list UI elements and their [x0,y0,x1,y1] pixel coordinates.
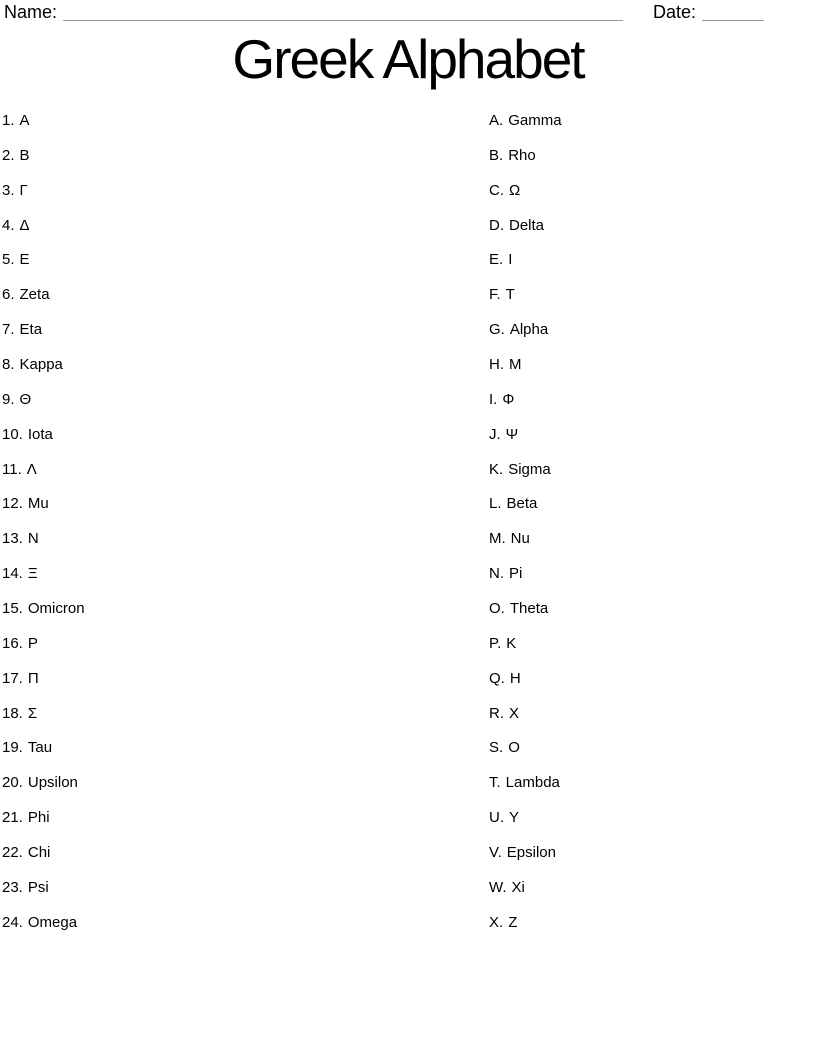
question-marker: 12. [2,495,23,513]
answer-marker: H. [489,356,504,374]
question-item [2,426,472,461]
question-text: Ν [27,530,39,548]
question-text: Omicron [27,600,85,618]
answer-marker: R. [489,704,504,722]
header [4,2,776,23]
answer-text: Υ [509,809,520,827]
question-item [2,530,472,565]
answer-text: Delta [509,216,545,234]
answer-marker: Q. [489,669,505,687]
question-marker: 3. [2,181,15,199]
question-text: Psi [27,878,49,896]
date-blank-line [702,20,764,21]
answer-text: Ο [508,739,520,757]
answer-text: Φ [502,390,515,408]
question-item [2,321,472,356]
question-marker: 21. [2,809,23,827]
answer-item [489,635,809,670]
answer-item [489,147,809,182]
answer-marker: T. [489,774,501,792]
question-item [2,356,472,391]
answer-item [489,182,809,217]
answer-marker: X. [489,913,504,931]
answer-text: Lambda [505,774,560,792]
question-marker: 2. [2,146,15,164]
answer-item [489,426,809,461]
answer-text: Rho [508,146,536,164]
date-label: Date: [653,2,697,22]
answer-item [489,739,809,774]
question-text: Omega [27,913,78,931]
answer-item [489,600,809,635]
page-title: Greek Alphabet [232,28,584,90]
answer-marker: V. [489,844,502,862]
question-text: Tau [27,739,53,757]
answer-marker: K. [489,460,504,478]
question-text: Kappa [19,356,63,374]
answer-text: Theta [509,600,549,618]
answer-item [489,321,809,356]
question-text: Β [19,146,30,164]
question-item [2,182,472,217]
question-item [2,391,472,426]
question-marker: 11. [2,460,22,478]
question-marker: 13. [2,530,23,548]
answer-marker: U. [489,809,504,827]
question-text: Zeta [19,286,50,304]
question-marker: 1. [2,112,15,129]
answer-marker: L. [489,495,502,513]
answer-marker: B. [489,146,504,164]
answer-item [489,112,809,147]
answer-item [489,844,809,879]
question-text: Ε [19,251,30,269]
answer-text: Pi [509,565,523,583]
question-item [2,495,472,530]
question-marker: 17. [2,669,23,687]
question-item [2,670,472,705]
answer-marker: N. [489,565,504,583]
answer-text: Κ [506,634,517,652]
question-text: Mu [27,495,49,513]
answer-text: Xi [511,878,525,896]
question-text: Α [19,112,30,129]
answer-text: Ζ [508,913,518,931]
questions-column [2,112,472,949]
question-marker: 23. [2,878,23,896]
answer-marker: A. [489,112,504,129]
answer-text: Nu [510,530,530,548]
answer-text: Ψ [505,425,519,443]
question-text: Δ [19,216,30,234]
answer-item [489,461,809,496]
question-item [2,739,472,774]
answer-marker: S. [489,739,504,757]
answer-text: Χ [509,704,520,722]
question-marker: 18. [2,704,23,722]
answer-marker: G. [489,321,505,339]
question-text: Phi [27,809,50,827]
answer-item [489,670,809,705]
question-marker: 7. [2,321,15,339]
question-text: Γ [19,181,28,199]
question-item [2,635,472,670]
question-marker: 8. [2,356,15,374]
answer-item [489,774,809,809]
answer-text: Ω [509,181,521,199]
answer-marker: E. [489,251,504,269]
question-marker: 20. [2,774,23,792]
question-item [2,461,472,496]
question-item [2,112,472,147]
answer-marker: C. [489,181,504,199]
answer-text: Η [509,669,521,687]
answer-text: Sigma [508,460,551,478]
answer-marker: O. [489,600,505,618]
answer-item [489,809,809,844]
answer-text: Alpha [509,321,549,339]
question-item [2,809,472,844]
answer-text: Gamma [508,112,562,129]
question-marker: 14. [2,565,23,583]
question-text: Ρ [27,634,38,652]
question-item [2,147,472,182]
question-text: Π [27,669,39,687]
question-item [2,879,472,914]
question-marker: 22. [2,844,23,862]
answer-text: Ι [508,251,513,269]
question-text: Ξ [27,565,38,583]
answer-item [489,705,809,740]
name-blank-line [63,20,623,21]
answer-item [489,914,809,949]
question-item [2,251,472,286]
question-marker: 4. [2,216,15,234]
question-marker: 15. [2,600,23,618]
question-item [2,565,472,600]
answer-item [489,391,809,426]
question-text: Iota [27,425,53,443]
question-marker: 5. [2,251,15,269]
name-label: Name: [4,2,58,22]
question-marker: 6. [2,286,15,304]
question-marker: 10. [2,425,23,443]
answer-item [489,286,809,321]
answer-text: Μ [509,356,522,374]
answer-text: Τ [505,286,515,304]
question-item [2,844,472,879]
question-text: Λ [26,460,37,478]
question-item [2,217,472,252]
answer-marker: J. [489,425,501,443]
question-marker: 9. [2,390,15,408]
answer-item [489,530,809,565]
answer-marker: P. [489,634,502,652]
answer-marker: I. [489,390,498,408]
answer-item [489,565,809,600]
question-text: Upsilon [27,774,78,792]
answer-item [489,879,809,914]
answer-text: Beta [506,495,538,513]
question-item [2,705,472,740]
question-text: Θ [19,390,32,408]
answers-column [489,112,809,949]
question-text: Chi [27,844,51,862]
question-item [2,286,472,321]
question-marker: 16. [2,634,23,652]
question-text: Σ [27,704,38,722]
question-item [2,600,472,635]
question-text: Eta [19,321,43,339]
question-marker: 19. [2,739,23,757]
answer-item [489,356,809,391]
answer-item [489,495,809,530]
answer-marker: M. [489,530,506,548]
answer-item [489,217,809,252]
answer-marker: F. [489,286,501,304]
answer-text: Epsilon [506,844,556,862]
question-item [2,914,472,949]
question-item [2,774,472,809]
answer-marker: D. [489,216,504,234]
answer-marker: W. [489,878,507,896]
question-marker: 24. [2,913,23,931]
answer-item [489,251,809,286]
